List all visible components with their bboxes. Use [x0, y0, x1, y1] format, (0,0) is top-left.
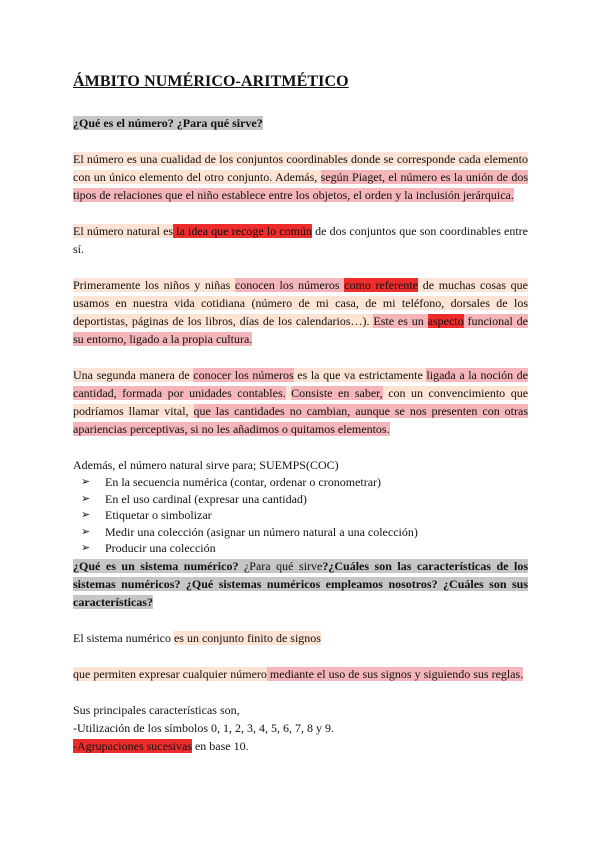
- list-item: [81, 474, 528, 491]
- highlight-peach: El número es una cualidad de los conjuntos coordinables donde se corresponde cada elemento con un único elemento del otro conjunto.: [73, 152, 528, 184]
- highlight-pink: conocen los números: [234, 278, 345, 292]
- document-body: [73, 72, 528, 755]
- heading-highlight: ¿Qué es el número? ¿Para qué sirve?: [73, 116, 263, 130]
- list-item: [81, 524, 528, 541]
- highlight-peach: de muchas cosas que usamos en nuestra vida cotidiana (número de mi casa, de mi teléfono, dorsales de los deportistas, páginas de los libros, días de los calendarios…).: [73, 278, 528, 328]
- highlight-peach: es la que va estrictamente: [293, 368, 427, 382]
- highlight-peach: Una segunda manera de: [73, 368, 194, 382]
- list-intro: Además, el número natural sirve para; SUEMPS(COC): [73, 458, 339, 472]
- heading-highlight-normal: ¿Para qué sirve: [243, 558, 323, 573]
- highlight-pink: Consiste en saber,: [291, 386, 383, 400]
- highlight-pink: Este es un: [373, 314, 428, 328]
- highlight-pink: que las cantidades no cambian, aunque se nos presenten con otras apariencias perceptivas, si no les añadimos o quitamos elementos.: [73, 404, 528, 436]
- arrow-right-icon: ➢: [81, 508, 91, 521]
- characteristics-intro: Sus principales características son,: [73, 702, 240, 717]
- highlight-pink: conocer los números: [193, 368, 294, 382]
- list-item: [81, 540, 528, 557]
- text-run: El sistema numérico: [73, 630, 174, 645]
- highlight-peach: El número natural es: [73, 224, 174, 238]
- paragraph-second-way: [73, 366, 528, 438]
- paragraph-number-definition: [73, 150, 528, 204]
- text-run: Además,: [272, 170, 321, 184]
- list-item-text: En el uso cardinal (expresar una cantidad): [105, 491, 307, 506]
- highlight-pink: según Piaget, el número es la unión de dos tipos de relaciones que el niño establece entre los objetos, el orden y la inclusión jerárquica.: [73, 170, 528, 202]
- highlight-red: aspecto: [427, 314, 464, 328]
- question-heading-number: [73, 114, 528, 132]
- highlight-peach: es un conjunto finito de signos: [173, 630, 321, 645]
- highlight-red: -Agrupaciones sucesivas: [73, 738, 192, 753]
- arrow-right-icon: ➢: [81, 524, 91, 538]
- highlight-pink: funcional de su entorno, ligado a la propia cultura.: [73, 314, 528, 346]
- paragraph-first-way: [73, 276, 528, 348]
- text-run: de dos conjuntos que son coordinables entre sí.: [73, 224, 528, 256]
- highlight-peach: Primeramente los niños y niñas: [73, 278, 235, 292]
- list-item: [81, 491, 528, 508]
- arrow-right-icon: ➢: [81, 541, 91, 554]
- highlight-pink: ligada a la noción de cantidad, formada por unidades contables.: [73, 368, 529, 400]
- list-item-text: Medir una colección (asignar un número natural a una colección): [105, 524, 418, 539]
- list-item-text: En la secuencia numérica (contar, ordenar o cronometrar): [105, 475, 382, 489]
- document-title: ÁMBITO NUMÉRICO-ARITMÉTICO: [73, 73, 349, 90]
- characteristics-line-2: [73, 737, 528, 755]
- paragraph-system-purpose: [73, 665, 528, 683]
- heading-highlight: ¿Qué es un sistema numérico?: [73, 558, 244, 573]
- text-run: en base 10.: [191, 738, 249, 753]
- list-item-text: Producir una colección: [105, 541, 216, 555]
- paragraph-system-definition: [73, 629, 528, 647]
- highlight-pink: mediante el uso de sus signos y siguiendo sus reglas.: [266, 666, 524, 681]
- heading-highlight: ?¿Cuáles son las características de los sistemas numéricos? ¿Qué sistemas numéricos empleamos nosotros? ¿Cuáles son sus características?: [73, 558, 528, 609]
- uses-list: [81, 474, 528, 557]
- list-item-text: Etiquetar o simbolizar: [105, 508, 212, 522]
- highlight-red: como referente: [344, 278, 419, 292]
- arrow-right-icon: ➢: [81, 491, 91, 505]
- list-item: [81, 507, 528, 524]
- question-heading-system: [73, 557, 528, 611]
- characteristics-line-1: -Utilización de los símbolos 0, 1, 2, 3, 4, 5, 6, 7, 8 y 9.: [73, 720, 334, 735]
- highlight-peach: que permiten expresar cualquier número: [73, 666, 267, 681]
- arrow-right-icon: ➢: [81, 475, 91, 488]
- highlight-red: la idea que recoge lo común: [173, 224, 312, 238]
- paragraph-natural-number: [73, 222, 528, 258]
- highlight-peach: con un convencimiento que podríamos llamar vital,: [73, 386, 529, 418]
